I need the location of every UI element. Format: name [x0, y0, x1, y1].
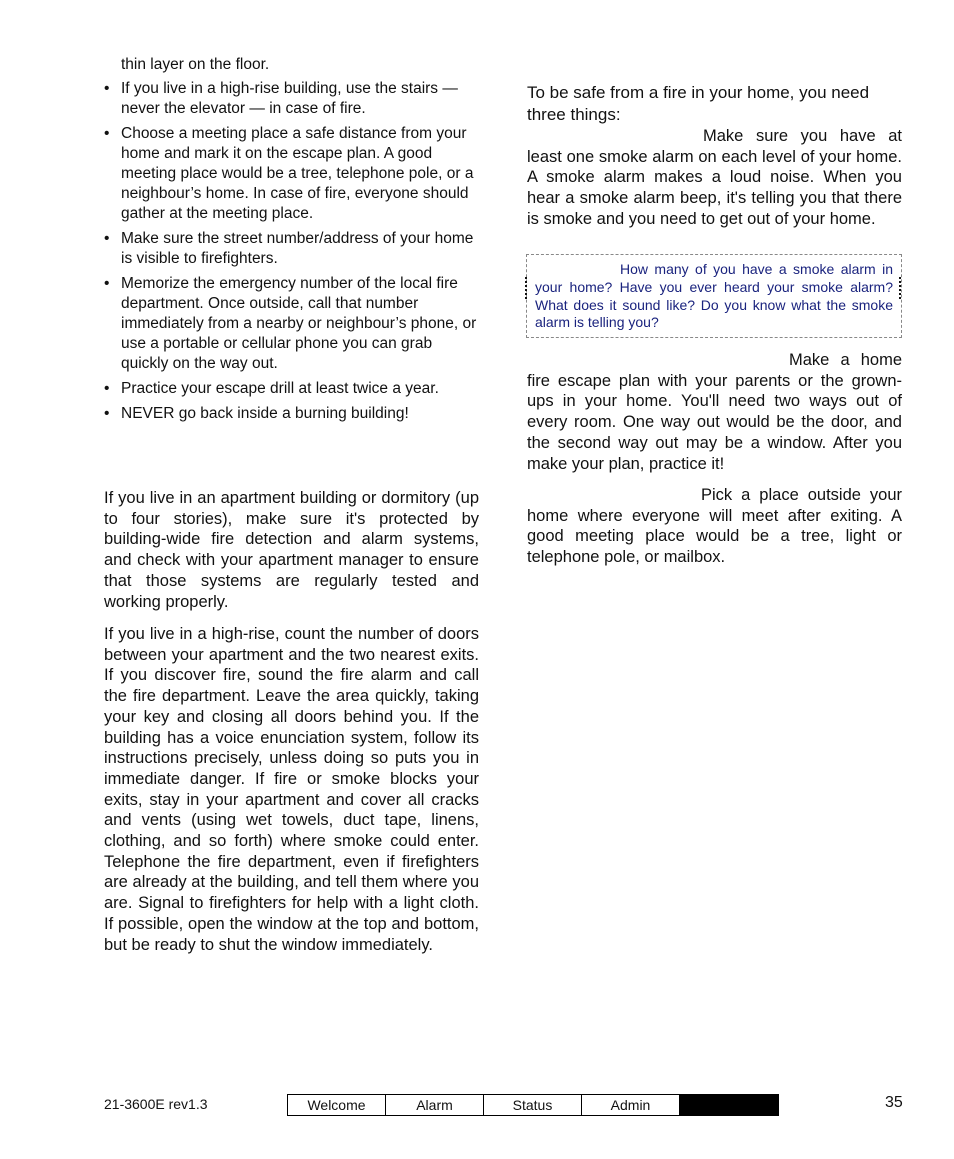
bullet-icon: • [104, 230, 110, 247]
bullet-icon: • [104, 405, 110, 422]
list-item: • Memorize the emergency number of the local fire department. Once outside, call that number immediately from a nearby or neighbour’s phone, or use a portable or cellular phone you can grab quickly on the way out. [104, 275, 477, 372]
tab-status[interactable]: Status [484, 1095, 582, 1115]
list-item: • If you live in a high-rise building, use the stairs — never the elevator — in case of fire. [104, 80, 458, 117]
bullet-icon: • [104, 275, 110, 292]
document-id: 21-3600E rev1.3 [104, 1096, 208, 1112]
box-marker-left [525, 277, 529, 299]
discussion-question: How many of you have a smoke alarm in your home? Have you ever heard your smoke alarm? What does it sound like? Do you know what the smoke alarm is telling you? [535, 261, 893, 331]
list-item: • Practice your escape drill at least twice a year. [104, 380, 439, 397]
three-things-intro: To be safe from a fire in your home, you need three things: [527, 83, 870, 124]
discussion-question-box [526, 254, 902, 338]
escape-plan-paragraph: Make a home fire escape plan with your parents or the grown-ups in your home. You'll need two ways out of every room. One way out would be the door, and the second way out may be a window. After you make your plan, practice it! [527, 351, 902, 473]
bullet-icon: • [104, 380, 110, 397]
list-item: • NEVER go back inside a burning building! [104, 405, 409, 422]
apartment-paragraph: If you live in an apartment building or dormitory (up to four stories), make sure it's protected by building-wide fire detection and alarm systems, and check with your apartment manager to ensure that those systems are regularly tested and working properly. [104, 489, 479, 611]
box-marker-right [899, 277, 903, 299]
tab-alarm[interactable]: Alarm [386, 1095, 484, 1115]
page-number: 35 [885, 1094, 903, 1111]
continued-text: thin layer on the floor. [121, 56, 270, 73]
tab-welcome[interactable]: Welcome [288, 1095, 386, 1115]
meeting-place-paragraph: Pick a place outside your home where everyone will meet after exiting. A good meeting place would be a tree, light or telephone pole, or mailbox. [527, 486, 902, 567]
smoke-alarm-paragraph: Make sure you have at least one smoke alarm on each level of your home. A smoke alarm makes a loud noise. When you hear a smoke alarm beep, it's telling you that there is smoke and you need to get out of your home. [527, 127, 902, 228]
bullet-icon: • [104, 125, 110, 142]
list-item: • Make sure the street number/address of your home is visible to firefighters. [104, 230, 474, 267]
high-rise-paragraph: If you live in a high-rise, count the number of doors between your apartment and the two nearest exits. If you discover fire, sound the fire alarm and call the fire department. Leave the area quickly, taking your key and closing all doors behind you. If the building has a voice enunciation system, follow its instructions precisely, unless doing so puts you in immediate danger. If fire or smoke blocks your exits, stay in your apartment and cover all cracks and vents (using wet towels, duct tape, linens, clothing, and so forth) where smoke could enter. Telephone the fire department, even if firefighters are already at the building, and tell them where you are. Signal to firefighters for help with a light cloth. If possible, open the window at the top and bottom, but be ready to shut the window immediately. [104, 625, 479, 954]
tab-admin[interactable]: Admin [582, 1095, 680, 1115]
tab-active-section[interactable] [680, 1095, 778, 1115]
bullet-icon: • [104, 80, 110, 97]
safety-tips-list [104, 79, 479, 429]
footer-nav [287, 1094, 779, 1116]
list-item: • Choose a meeting place a safe distance from your home and mark it on the escape plan. A good meeting place would be a tree, telephone pole, or a neighbour’s home. In case of fire, everyone should gather at the meeting place. [104, 125, 474, 222]
